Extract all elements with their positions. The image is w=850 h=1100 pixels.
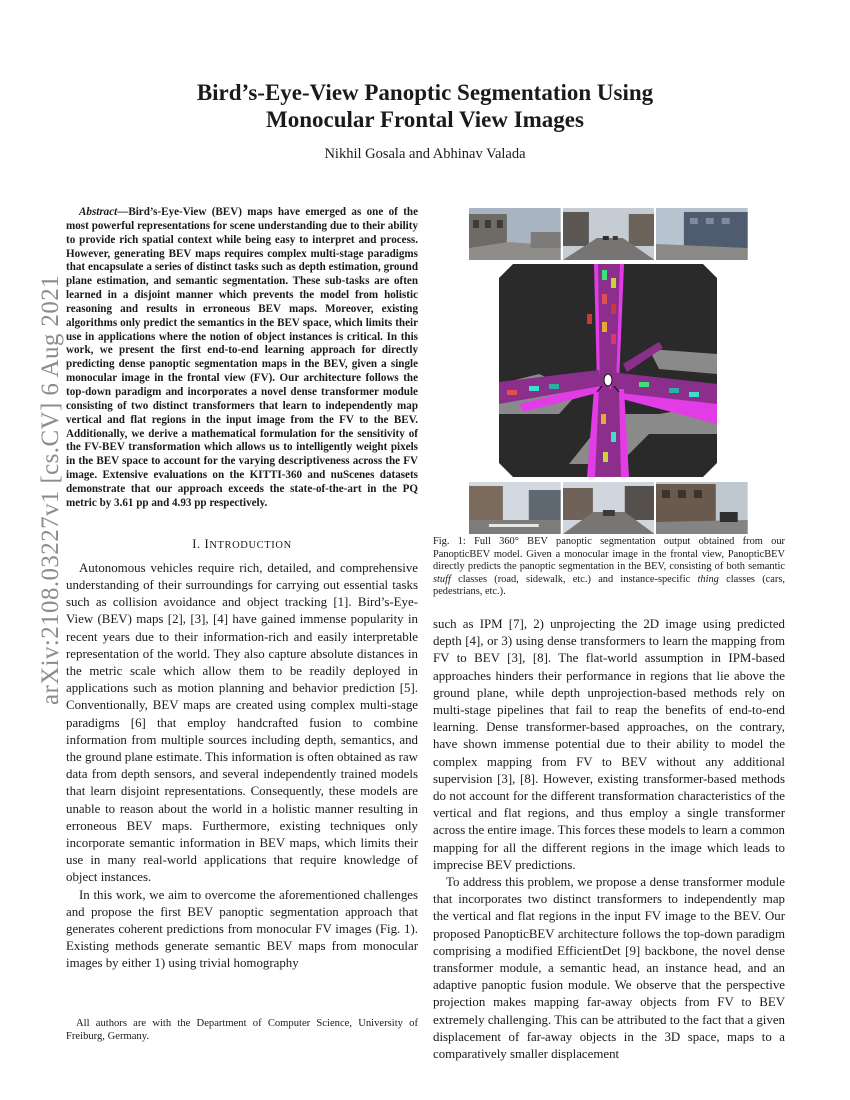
abstract-text: —Bird’s-Eye-View (BEV) maps have emerged as one of the most powerful representations for scene understanding due to their ability to provide rich spatial context while being easy to interpret and process. However, generating BEV maps requires complex multi-stage paradigms that encapsulate a series of distinct tasks such as depth estimation, ground plane estimation, and semantic segmentation. These sub-tasks are often learned in a disjoint manner which prevents the model from holistic reasoning and results in erroneous BEV maps. Moreover, existing algorithms only predict the semantics in the BEV space, which limits their use in applications where the notion of object instances is critical. In this work, we present the first end-to-end learning approach for directly predicting dense panoptic segmentation maps in the BEV, given a single monocular image in the frontal view (FV). Our architecture follows the top-down paradigm and incorporates a novel dense transformer module consisting of two distinct transformers that learn to independently map vertical and flat regions in the input image from the FV to the BEV. Additionally, we derive a mathematical formulation for the sensitivity of the FV-BEV transformation which allows us to intelligently weight pixels in the BEV space to account for the varying descriptiveness across the FV image. Extensive evaluations on the KITTI-360 and nuScenes datasets demonstrate that our approach exceeds the state-of-the-art in the PQ metric by 3.61 pp and 4.93 pp respectively. <box>66 206 418 509</box>
fv-image-bottom-center <box>563 482 655 534</box>
fv-image-right <box>656 208 748 260</box>
arxiv-sidebar <box>0 0 64 1100</box>
footnote: All authors are with the Department of Computer Science, University of Freiburg, Germany. <box>66 1018 418 1042</box>
fv-images-top <box>469 208 748 260</box>
fv-image-center <box>563 208 655 260</box>
caption-text-2: classes (road, sidewalk, etc.) and instance-specific <box>450 573 698 585</box>
caption-stuff: stuff <box>433 573 451 585</box>
figure-caption <box>433 536 785 599</box>
title-line-1: Bird’s-Eye-View Panoptic Segmentation Using <box>196 80 654 105</box>
title-line-2: Monocular Frontal View Images <box>266 107 584 132</box>
paper-title <box>120 79 730 133</box>
caption-text-3: classes (cars, pedestrians, etc.). <box>433 573 785 598</box>
fv-image-left <box>469 208 561 260</box>
authors: Nikhil Gosala and Abhinav Valada <box>324 146 526 162</box>
figure-1 <box>433 206 785 606</box>
bev-panoptic-map <box>499 264 717 477</box>
right-column <box>433 616 785 1063</box>
section-heading-introduction <box>66 536 418 554</box>
section-numeral: I. <box>192 536 205 551</box>
caption-text-1: Fig. 1: Full 360° BEV panoptic segmentation output obtained from our PanopticBEV model. Given a monocular image in the frontal view, PanopticBEV directly predicts the panoptic segmentation in the BEV, consisting of both semantic <box>433 536 785 573</box>
intro-paragraph-3: such as IPM [7], 2) unprojecting the 2D image using predicted depth [4], or 3) using dense transformers to learn the mapping from FV to BEV [3], [8]. The flat-world assumption in IPM-based approaches hinders their performance in regions that lie above the ground plane, while depth unprojection-based methods rely on multi-stage pipelines that fail to reap the benefits of end-to-end learning. Dense transformer-based approaches, on the contrary, have shown immense potential due to their ability to model the complex mapping from FV to BEV without any additional supervision [3], [8]. However, existing transformer-based methods do not account for the different transformation characteristics of the vertical and flat regions, and thus employ a single transformer across the entire image. This forces these models to learn a common mapping for all the different regions in the image which leads to imprecise BEV predictions. <box>433 617 785 872</box>
section-title-rest: NTRODUCTION <box>209 539 292 551</box>
arxiv-identifier: arXiv:2108.03227v1 [cs.CV] 6 Aug 2021 <box>37 274 64 706</box>
fv-image-bottom-left <box>469 482 561 534</box>
fv-images-bottom <box>469 482 748 534</box>
fv-image-bottom-right <box>656 482 748 534</box>
caption-thing: thing <box>697 573 719 585</box>
abstract-label: Abstract <box>79 206 118 218</box>
left-column <box>66 206 418 973</box>
intro-paragraph-1: Autonomous vehicles require rich, detailed, and comprehensive understanding of their surroundings for carrying out essential tasks such as collision avoidance and object tracking [1]. Bird’s-Eye-View (BEV) maps [2], [3], [4] have gained immense popularity in recent years due to their information-rich and easily interpretable representation of the world. They also capture absolute distances in the metric scale which allow them to be readily deployed in applications such as motion planning and behavior prediction [5]. Conventionally, BEV maps are created using complex multi-stage paradigms [6] that employ handcrafted fusion to combine information from multiple sources including depth, semantics, and the ground plane estimate. This information is often obtained as raw data from depth sensors, and several independently trained models that learn disjoint representations. Consequently, these models are unable to reason about the world in a holistic manner resulting in erroneous BEV maps. Furthermore, existing techniques only incorporate semantic information in BEV maps, which limits their use in many real-world applications that require knowledge of object instances. <box>66 560 418 885</box>
abstract <box>66 206 418 511</box>
intro-paragraph-2: In this work, we aim to overcome the aforementioned challenges and propose the first BEV panoptic segmentation approach that generates coherent predictions from monocular FV images (Fig. 1). Existing methods generate semantic BEV maps from monocular images by either 1) using trivial homography <box>66 887 418 971</box>
section-title-initial: I <box>204 536 210 551</box>
intro-paragraph-4: To address this problem, we propose a dense transformer module that incorporates two distinct transformers to independently map the vertical and flat regions in the input FV image to the BEV. Our proposed PanopticBEV architecture follows the top-down paradigm comprising a modified EfficientDet [9] backbone, the novel dense transformer module, a semantic head, an instance head, and an adaptive panoptic fusion module. We observe that the perspective projection makes mapping far-away objects from FV to BEV extremely challenging. This can be attributed to the fact that a given displacement of far-away objects in the 3D space, maps to a comparatively smaller displacement <box>433 875 785 1062</box>
